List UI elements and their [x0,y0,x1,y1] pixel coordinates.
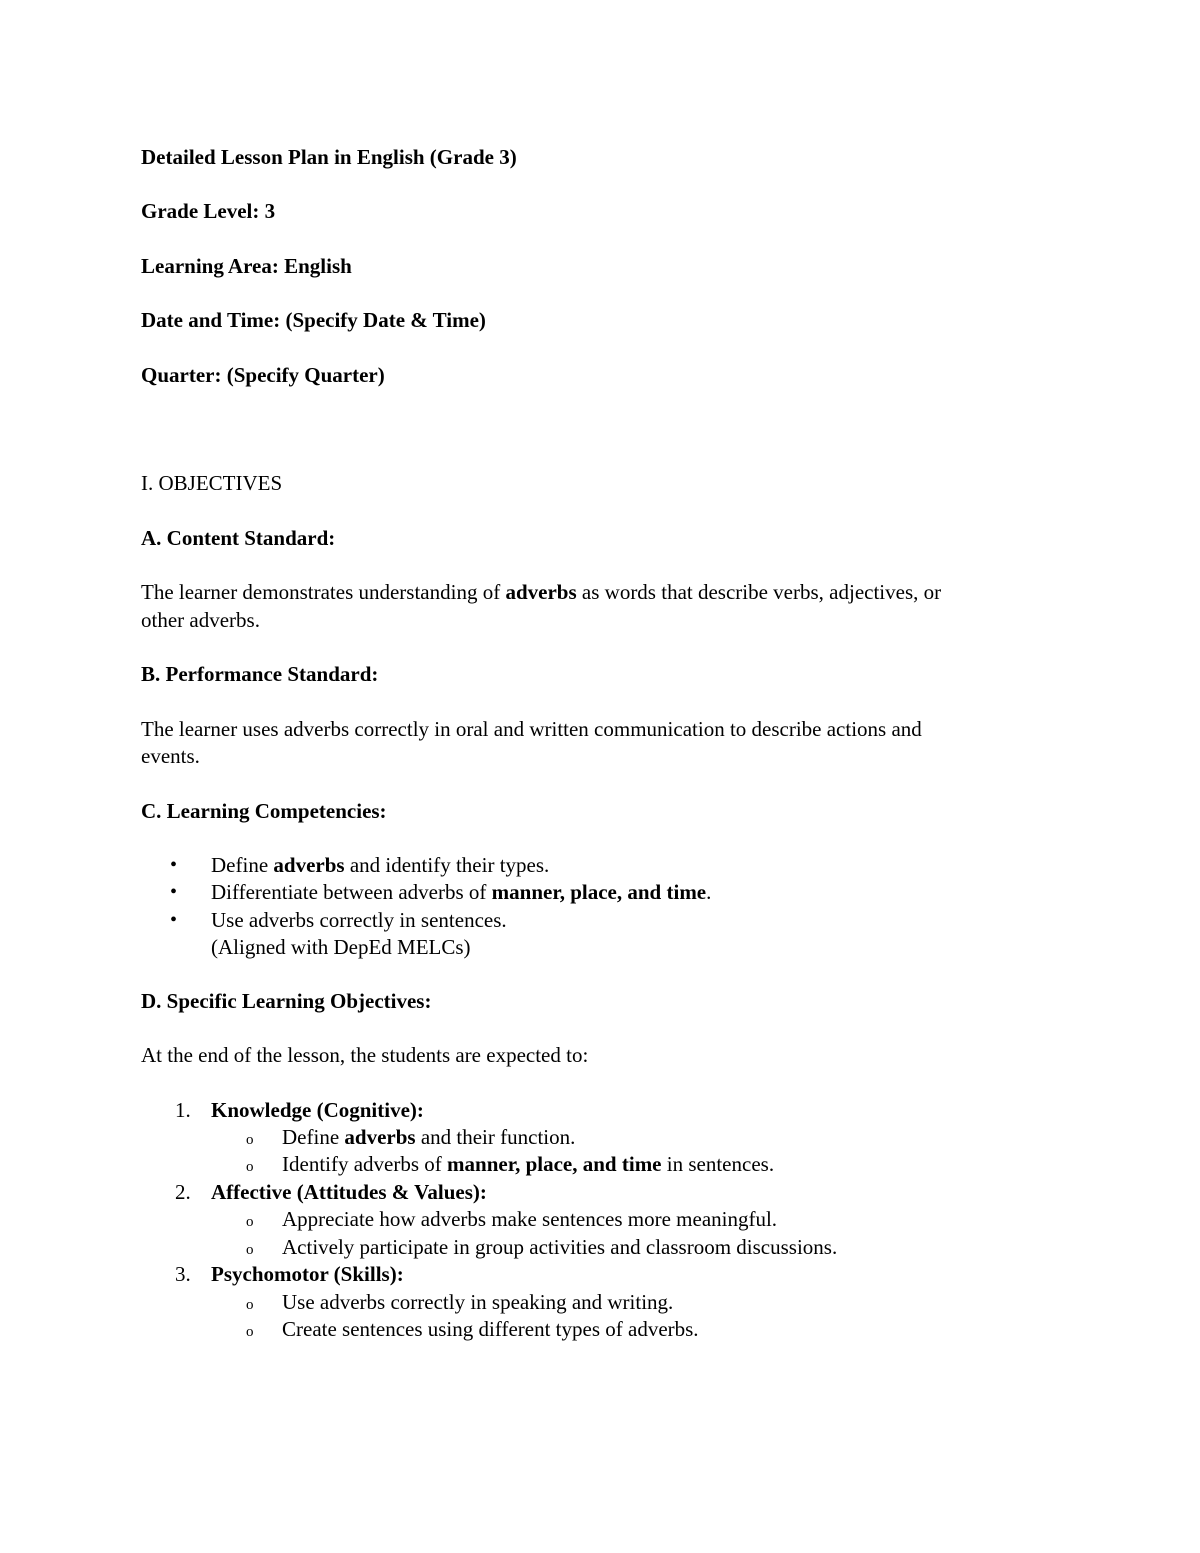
objective-sub-item [282,1150,774,1178]
objective-group-title: Knowledge (Cognitive): [211,1098,424,1122]
objective-sub-item: Create sentences using different types of adverbs. [282,1317,699,1341]
objective-sub-item-pre: Define [282,1125,345,1149]
specific-objectives-intro: At the end of the lesson, the students are expected to: [141,1043,589,1067]
competency-item [211,878,711,906]
performance-standard-heading: B. Performance Standard: [141,662,379,686]
sub-bullet-icon: o [246,1324,254,1340]
objective-sub-item-post: and their function. [415,1125,576,1149]
objective-sub-item [282,1123,575,1151]
competency-item: Use adverbs correctly in sentences. [211,908,507,932]
objective-sub-item: Use adverbs correctly in speaking and writing. [282,1290,674,1314]
performance-standard-text-line2: events. [141,744,200,768]
objective-sub-item-post: in sentences. [661,1152,775,1176]
grade-level: Grade Level: 3 [141,199,276,223]
objective-sub-item: Actively participate in group activities and classroom discussions. [282,1235,838,1259]
competency-item-pre: Differentiate between adverbs of [211,880,492,904]
quarter: Quarter: (Specify Quarter) [141,363,385,387]
objective-sub-item: Appreciate how adverbs make sentences more meaningful. [282,1207,778,1231]
sub-bullet-icon: o [246,1214,254,1230]
sub-bullet-icon: o [246,1242,254,1258]
date-and-time: Date and Time: (Specify Date & Time) [141,308,486,332]
learning-area: Learning Area: English [141,254,352,278]
document-title: Detailed Lesson Plan in English (Grade 3) [141,145,517,169]
competency-item-post: . [706,880,712,904]
list-number: 2. [175,1180,191,1204]
objective-group-title: Psychomotor (Skills): [211,1262,404,1286]
content-standard-text-pre: The learner demonstrates understanding of [141,580,506,604]
competency-item-post: and identify their types. [344,853,550,877]
sub-bullet-icon: o [246,1159,254,1175]
content-standard-text-line2: other adverbs. [141,608,260,632]
content-standard-text [141,578,941,606]
objectives-heading: I. OBJECTIVES [141,471,283,495]
objective-group-title: Affective (Attitudes & Values): [211,1180,487,1204]
content-standard-text-bold: adverbs [505,580,577,604]
bullet-icon: • [170,854,178,876]
specific-objectives-heading: D. Specific Learning Objectives: [141,989,432,1013]
competency-item-bold: adverbs [273,853,345,877]
content-standard-heading: A. Content Standard: [141,526,336,550]
competency-item [211,851,549,879]
bullet-icon: • [170,909,178,931]
content-standard-text-post: as words that describe verbs, adjectives, or [576,580,942,604]
list-number: 1. [175,1098,191,1122]
sub-bullet-icon: o [246,1297,254,1313]
bullet-icon: • [170,881,178,903]
performance-standard-text: The learner uses adverbs correctly in oral and written communication to describe actions and [141,717,922,741]
objective-sub-item-pre: Identify adverbs of [282,1152,448,1176]
objective-sub-item-bold: manner, place, and time [447,1152,662,1176]
learning-competencies-heading: C. Learning Competencies: [141,799,387,823]
sub-bullet-icon: o [246,1132,254,1148]
competency-item-pre: Define [211,853,274,877]
list-number: 3. [175,1262,191,1286]
objective-sub-item-bold: adverbs [344,1125,416,1149]
competency-item-note: (Aligned with DepEd MELCs) [211,935,471,959]
competency-item-bold: manner, place, and time [491,880,707,904]
